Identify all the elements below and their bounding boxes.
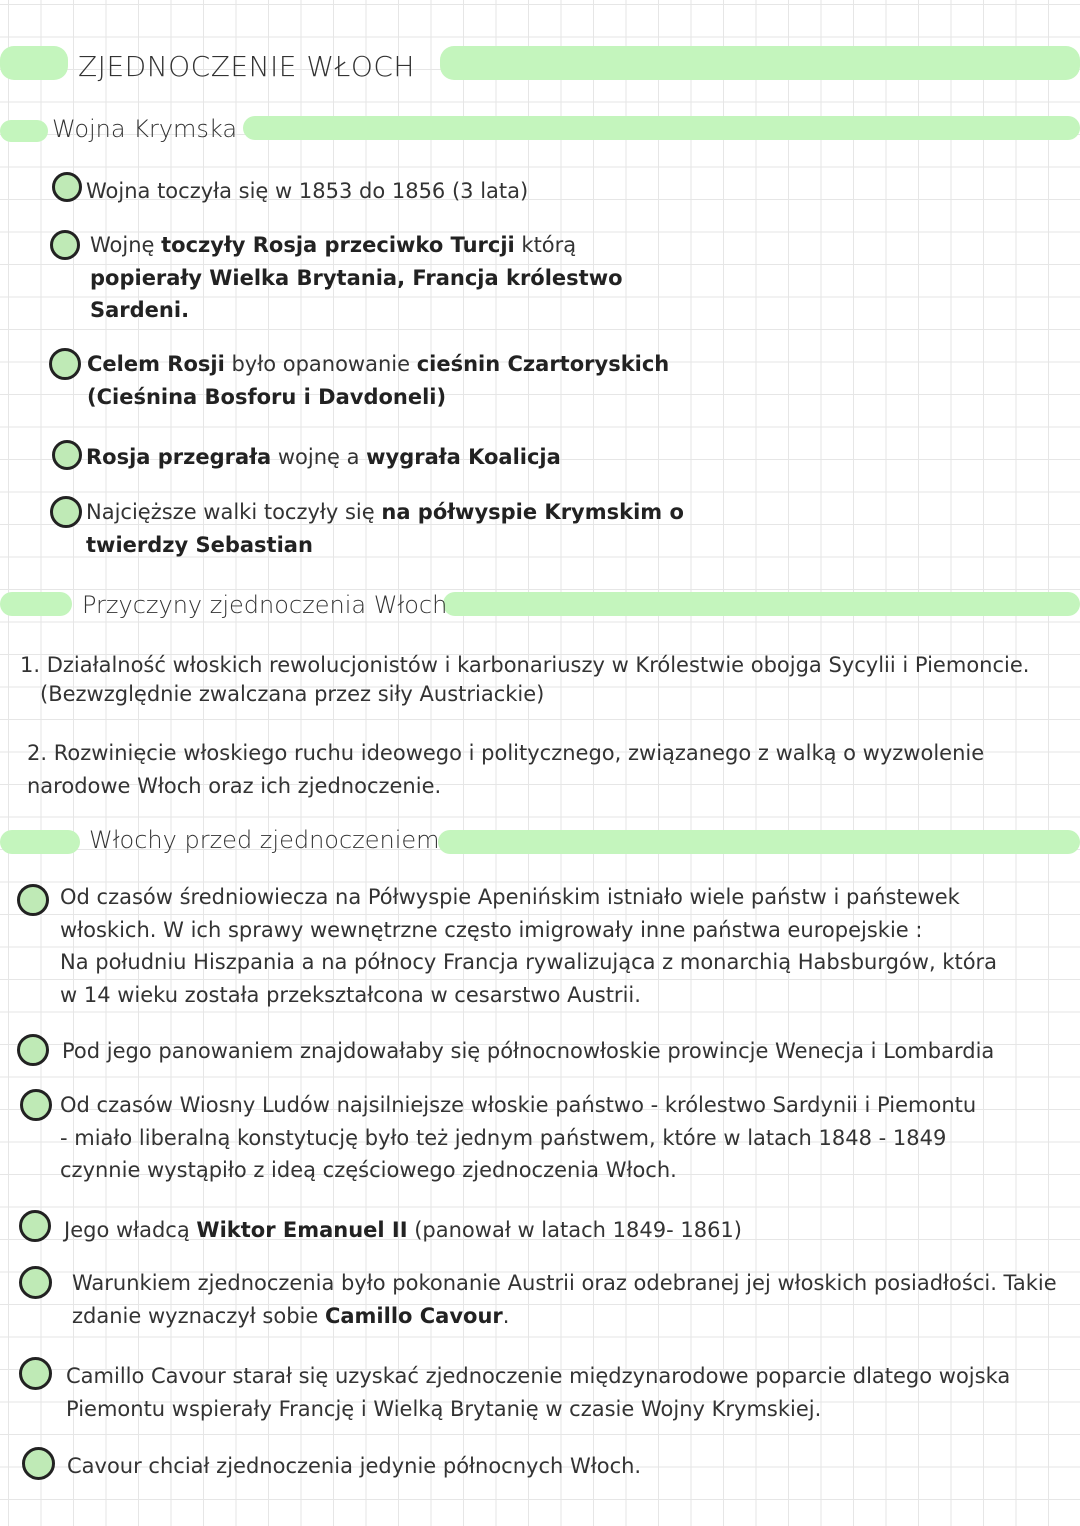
crimean-item-3 — [87, 348, 669, 413]
cause-item-1 — [20, 651, 1029, 709]
before-item-4-text-end: (panował w latach 1849- 1861) — [407, 1218, 742, 1242]
crimean-item-5-text: Najcięższe walki toczyły się — [86, 500, 382, 524]
crimean-item-3-line2: (Cieśnina Bosforu i Davdoneli) — [87, 384, 447, 409]
crimean-item-2-line3: Sardeni. — [90, 298, 190, 322]
bullet-circle-icon — [52, 172, 82, 202]
crimean-item-4-bold-b: wygrała Koalicja — [366, 445, 561, 469]
before-item-5 — [72, 1267, 1057, 1332]
before-item-5-line1: Warunkiem zjednoczenia było pokonanie Austrii oraz odebranej jej włoskich posiadłości. Takie — [72, 1271, 1057, 1295]
crimean-item-2-text-end: którą — [514, 233, 577, 257]
cause-item-2 — [27, 737, 984, 802]
crimean-item-5-line2: twierdzy Sebastian — [86, 532, 313, 557]
before-item-1-line1: Od czasów średniowiecza na Półwyspie Apenińskim istniało wiele państw i państewek — [60, 885, 960, 909]
before-item-5-bold: Camillo Cavour — [324, 1303, 503, 1328]
cause-item-2-line2: narodowe Włoch oraz ich zjednoczenie. — [27, 773, 442, 798]
before-item-6-line1: Camillo Cavour starał się uzyskać zjednoczenie międzynarodowe poparcie dlatego wojska — [66, 1364, 1011, 1388]
before-item-7 — [67, 1450, 641, 1483]
crimean-item-3-bold-b: cieśnin Czartoryskich — [416, 352, 670, 376]
bullet-circle-icon — [19, 1357, 52, 1390]
bullet-circle-icon — [22, 1447, 55, 1480]
title-highlight-left — [0, 46, 68, 80]
crimean-item-4-text: wojnę a — [271, 445, 367, 469]
before-item-5-text-end: . — [502, 1303, 510, 1328]
before-item-3-line1: Od czasów Wiosny Ludów najsilniejsze włoskie państwo - królestwo Sardynii i Piemontu — [60, 1093, 977, 1117]
bullet-circle-icon — [52, 440, 82, 470]
before-item-3-line3: czynnie wystąpiło z ideą częściowego zjednoczenia Włoch. — [60, 1158, 677, 1182]
bullet-circle-icon — [19, 1210, 51, 1242]
before-item-4-text: Jego władcą — [64, 1218, 197, 1242]
section-heading-before: Włochy przed zjednoczeniem — [89, 826, 440, 854]
title-highlight-right — [440, 46, 1080, 80]
before-item-7-line1: Cavour chciał zjednoczenia jedynie północnych Włoch. — [67, 1454, 642, 1478]
crimean-item-5 — [86, 496, 684, 561]
crimean-item-3-bold-a: Celem Rosji — [87, 352, 225, 376]
before-item-4-bold: Wiktor Emanuel II — [196, 1218, 408, 1242]
crimean-item-2 — [90, 229, 623, 327]
crimean-item-2-line2: popierały Wielka Brytania, Francja królestwo — [90, 265, 623, 290]
crimean-item-2-bold: toczyły Rosja przeciwko Turcji — [161, 233, 515, 257]
crimean-item-3-text: było opanowanie — [224, 352, 417, 376]
before-item-1 — [60, 881, 997, 1011]
section-highlight-right — [243, 116, 1080, 140]
before-item-2 — [62, 1035, 994, 1068]
bullet-circle-icon — [20, 1089, 52, 1121]
bullet-circle-icon — [50, 230, 80, 260]
cause-item-1-line1: 1. Działalność włoskich rewolucjonistów i karbonariuszy w Królestwie obojga Sycylii i Piemoncie. — [20, 653, 1030, 677]
before-item-5-text: zdanie wyznaczył sobie — [72, 1303, 325, 1328]
crimean-item-4 — [86, 441, 561, 474]
bullet-circle-icon — [19, 1266, 52, 1299]
bullet-circle-icon — [50, 496, 82, 528]
before-item-6 — [66, 1360, 1010, 1425]
before-item-6-line2: Piemontu wspierały Francję i Wielką Brytanię w czasie Wojny Krymskiej. — [66, 1396, 822, 1421]
cause-item-1-line2: (Bezwzględnie zwalczana przez siły Austriackie) — [40, 682, 545, 706]
page-title: ZJEDNOCZENIE WŁOCH — [78, 50, 415, 83]
section-highlight-left — [0, 830, 80, 854]
bullet-circle-icon — [49, 348, 81, 380]
before-item-1-line3: Na południu Hiszpania a na północy Francja rywalizująca z monarchią Habsburgów, która — [60, 950, 998, 974]
section-highlight-left — [0, 592, 72, 616]
before-item-1-line4: w 14 wieku została przekształcona w cesarstwo Austrii. — [60, 982, 641, 1007]
cause-item-2-line1: 2. Rozwinięcie włoskiego ruchu ideowego i politycznego, związanego z walką o wyzwolenie — [27, 741, 985, 765]
bullet-circle-icon — [17, 1034, 49, 1066]
before-item-3 — [60, 1089, 976, 1187]
crimean-item-2-text: Wojnę — [90, 233, 162, 257]
crimean-item-5-bold: na półwyspie Krymskim o — [381, 500, 684, 524]
before-item-1-line2: włoskich. W ich sprawy wewnętrzne często imigrowały inne państwa europejskie : — [60, 917, 923, 942]
bullet-circle-icon — [17, 884, 49, 916]
section-highlight-left — [0, 120, 48, 142]
before-item-4 — [64, 1214, 742, 1247]
section-heading-causes: Przyczyny zjednoczenia Włoch — [82, 591, 448, 619]
section-highlight-right — [443, 592, 1080, 616]
before-item-3-line2: - miało liberalną konstytucję było też jednym państwem, które w latach 1848 - 1849 — [60, 1125, 947, 1150]
section-highlight-right — [438, 830, 1080, 854]
crimean-item-1-line1: Wojna toczyła się w 1853 do 1856 (3 lata) — [86, 179, 529, 203]
before-item-2-line1: Pod jego panowaniem znajdowałaby się północnowłoskie prowincje Wenecja i Lombardia — [62, 1039, 995, 1063]
crimean-item-1 — [86, 175, 528, 208]
section-heading-crimean-war: Wojna Krymska — [52, 115, 238, 143]
crimean-item-4-bold-a: Rosja przegrała — [86, 445, 272, 469]
